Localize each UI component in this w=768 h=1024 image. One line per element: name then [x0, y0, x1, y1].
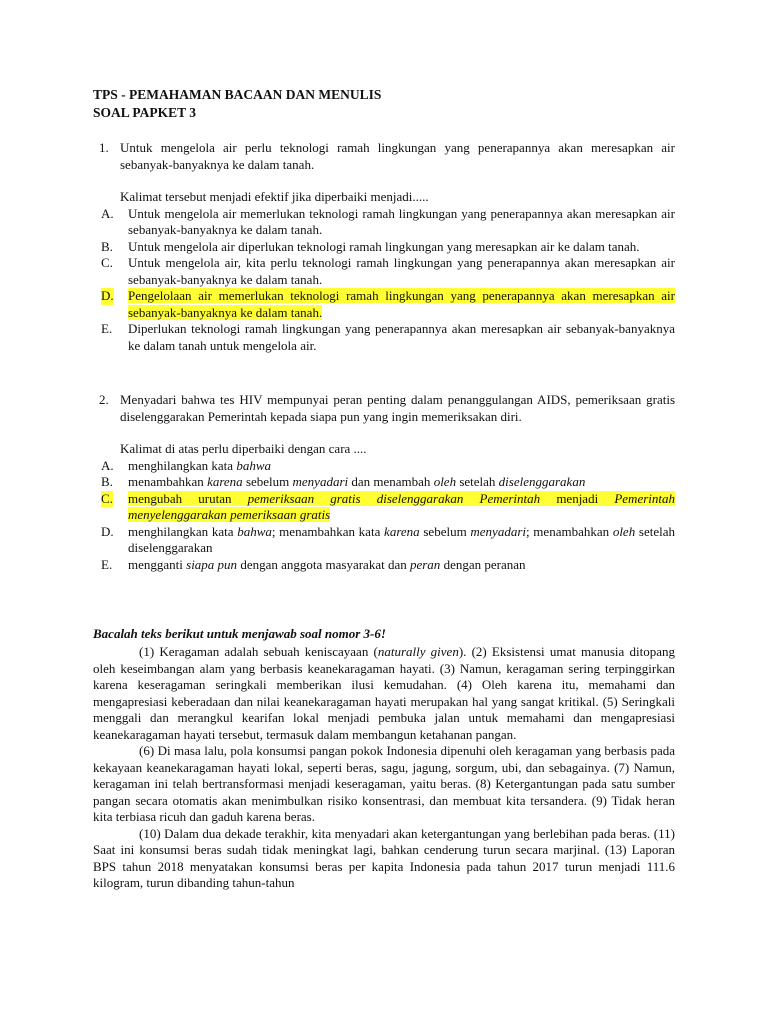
option-letter: D. [101, 288, 114, 303]
option-letter: D. [101, 523, 114, 539]
question-prompt: Kalimat tersebut menjadi efektif jika diperbaiki menjadi..... [120, 189, 429, 204]
passage-instruction: Bacalah teks berikut untuk menjawab soal nomor 3-6! [93, 626, 386, 641]
question-1 [93, 140, 675, 354]
option-c [101, 255, 675, 288]
question-prompt: Kalimat di atas perlu diperbaiki dengan cara .... [120, 441, 367, 456]
option-e [101, 321, 675, 354]
option-text: menghilangkan kata bahwa [128, 457, 271, 473]
option-b [101, 474, 675, 491]
option-a [101, 206, 675, 239]
question-text: Menyadari bahwa tes HIV mempunyai peran penting dalam penanggulangan AIDS, pemeriksaan gratis diselenggarakan Pemerintah kepada siapa pun yang ingin memeriksakan diri. [120, 392, 675, 424]
passage-paragraph-1: (1) Keragaman adalah sebuah keniscayaan (naturally given). (2) Eksistensi umat manusia ditopang oleh keseimbangan alam yang berbasis keanekaragaman hayati. (3) Namun, keragaman sering terpinggirkan karena keseragaman seringkali memberikan ilusi kemudahan. (4) Oleh karena itu, memahami dan mengapresiasi keberadaan dan nilai keanekaragaman hayati merupakan hal yang sangat kritikal. (5) Seringkali menggali dan merangkul kearifan lokal menjadi pembuka jalan untuk memahami dan mengapresiasi keanekaragaman hayati tersebut, termasuk dalam membangun ketahanan pangan. [93, 644, 675, 742]
option-a [101, 458, 675, 475]
option-c-highlighted [101, 491, 675, 524]
option-letter: C. [101, 255, 113, 270]
option-list [101, 206, 675, 355]
option-list [101, 458, 675, 574]
title-line-1: TPS - PEMAHAMAN BACAAN DAN MENULIS [93, 87, 382, 102]
option-text: mengganti siapa pun dengan anggota masyarakat dan peran dengan peranan [128, 556, 526, 572]
option-letter: A. [101, 457, 114, 473]
option-letter: E. [101, 321, 113, 336]
option-text: Untuk mengelola air diperlukan teknologi ramah lingkungan yang meresapkan air ke dalam tanah. [128, 238, 640, 254]
option-e [101, 557, 675, 574]
question-number: 2. [99, 392, 109, 407]
title-line-2: SOAL PAPKET 3 [93, 105, 197, 120]
document-title [93, 86, 381, 122]
option-letter: A. [101, 205, 114, 221]
passage-paragraph-3: (10) Dalam dua dekade terakhir, kita menyadari akan ketergantungan yang berlebihan pada beras. (11) Saat ini konsumsi beras sudah tidak meningkat lagi, bahkan cenderung turun secara marjinal. (13) Laporan BPS tahun 2018 menyatakan konsumsi beras per kapita Indonesia pada tahun 2017 turun menjadi 111.6 kilogram, turun dibanding tahun-tahun [93, 825, 675, 890]
option-text: Pengelolaan air memerlukan teknologi ramah lingkungan yang penerapannya akan meresapkan air sebanyak-banyaknya ke dalam tanah. [128, 288, 675, 320]
question-text: Untuk mengelola air perlu teknologi ramah lingkungan yang penerapannya akan meresapkan air sebanyak-banyaknya ke dalam tanah. [120, 140, 675, 172]
option-text: Untuk mengelola air, kita perlu teknologi ramah lingkungan yang penerapannya akan meresapkan air sebanyak-banyaknya ke dalam tanah. [128, 255, 675, 287]
option-b [101, 239, 675, 256]
option-text: mengubah urutan pemeriksaan gratis diselenggarakan Pemerintah menjadi Pemerintah menyelenggarakan pemeriksaan gratis [128, 490, 675, 522]
option-d [101, 524, 675, 557]
option-letter: B. [101, 474, 113, 489]
option-letter: B. [101, 238, 113, 254]
option-text: Untuk mengelola air memerlukan teknologi ramah lingkungan yang penerapannya akan meresapkan air sebanyak-banyaknya ke dalam tanah. [128, 205, 675, 237]
reading-passage [93, 644, 675, 892]
option-text: Diperlukan teknologi ramah lingkungan yang penerapannya akan meresapkan air sebanyak-banyaknya ke dalam tanah untuk mengelola air. [128, 321, 675, 353]
question-number: 1. [99, 140, 109, 155]
option-letter: E. [101, 556, 113, 572]
question-2 [93, 392, 675, 573]
option-letter: C. [101, 490, 113, 506]
passage-paragraph-2: (6) Di masa lalu, pola konsumsi pangan pokok Indonesia dipenuhi oleh keragaman yang berbasis pada kekayaan keanekaragaman hayati lokal, seperti beras, sagu, jagung, sorgum, ubi, dan sebagainya. (7) Namun, keragaman ini telah bertransformasi menjadi keseragaman, yaitu beras. (8) Ketergantungan pada satu sumber pangan secara otomatis akan menimbulkan risiko konsentrasi, dan membuat kita tersandera. (9) Tidak heran kita terbiasa ricuh dan gaduh karena beras. [93, 743, 675, 824]
option-text: menghilangkan kata bahwa; menambahkan kata karena sebelum menyadari; menambahkan oleh setelah diselenggarakan [128, 523, 675, 555]
option-d-highlighted [101, 288, 675, 321]
option-text: menambahkan karena sebelum menyadari dan menambah oleh setelah diselenggarakan [128, 474, 586, 489]
